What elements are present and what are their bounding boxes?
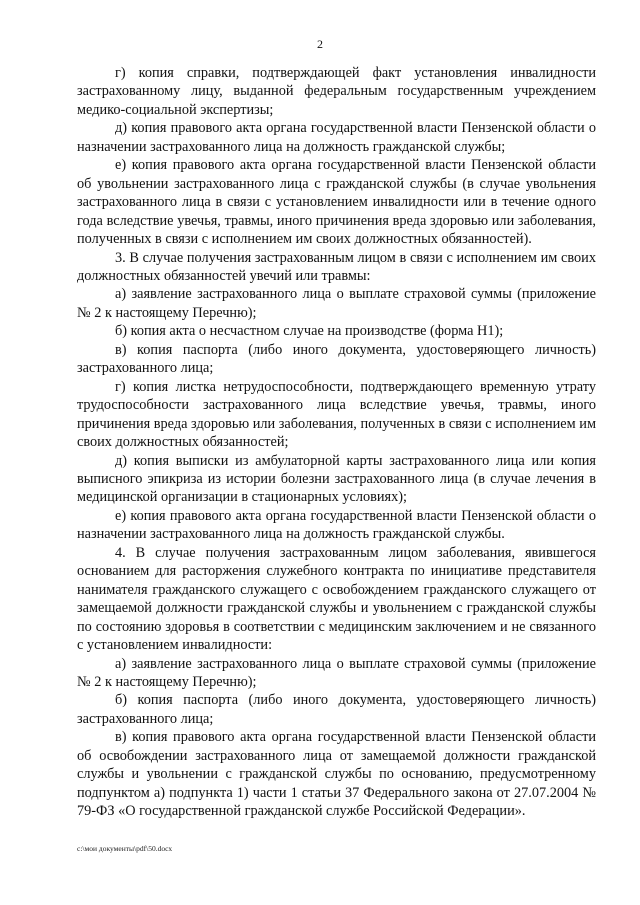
paragraph-d-appointment-act: д) копия правового акта органа государственной власти Пензенской области о назначении застрахованного лица на должность гражданской службы; bbox=[77, 120, 596, 155]
paragraph-section-4-heading: 4. В случае получения застрахованным лицом заболевания, явившегося основанием для расторжения служебного контракта по инициативе представителя нанимателя гражданского служащего с освобождением гражданского служащего от замещаемой должности гражданской службы и увольнением с гражданской службы по состоянию здоровья в соответствии с медицинским заключением и не связанного с установлением инвалидности: bbox=[77, 544, 596, 654]
paragraph-v-release-act: в) копия правового акта органа государственной власти Пензенской области об освобождении застрахованного лица от замещаемой должности гражданской службы и увольнении с гражданской службы по основанию, предусмотренному подпунктом а) подпункта 1) части 1 статьи 37 Федерального закона от 27.07.2004 № 79-ФЗ «О государственной гражданской службе Российской Федерации». bbox=[77, 729, 596, 820]
paragraph-v-passport-copy: в) копия паспорта (либо иного документа, удостоверяющего личность) застрахованного лица; bbox=[77, 341, 596, 377]
paragraph-a-application: а) заявление застрахованного лица о выплате страховой суммы (приложение № 2 к настоящему Перечню); bbox=[77, 286, 596, 321]
paragraph-d-medical-extract: д) копия выписки из амбулаторной карты застрахованного лица или копия выписного эпикриза из истории болезни застрахованного лица (в случае лечения в медицинской организации в стационарных условиях); bbox=[77, 452, 596, 506]
paragraph-b-accident-act: б) копия акта о несчастном случае на производстве (форма Н1); bbox=[115, 323, 504, 340]
paragraph-g-sick-leave: г) копия листка нетрудоспособности, подтверждающего временную утрату трудоспособности застрахованного лица вследствие увечья, травмы, иного причинения вреда здоровью или заболевания, полученных в связи с исполнением им своих должностных обязанностей; bbox=[77, 378, 596, 451]
paragraph-a-application-2: а) заявление застрахованного лица о выплате страховой суммы (приложение № 2 к настоящему Перечню); bbox=[77, 655, 596, 690]
paragraph-e-appointment-act: е) копия правового акта органа государственной власти Пензенской области о назначении застрахованного лица на должность гражданской службы. bbox=[77, 507, 596, 543]
document-body bbox=[77, 64, 596, 821]
paragraph-section-3-heading: 3. В случае получения застрахованным лицом в связи с исполнением им своих должностных обязанностей увечий или травмы: bbox=[77, 249, 596, 284]
page-number: 2 bbox=[317, 37, 323, 51]
paragraph-b-passport-copy: б) копия паспорта (либо иного документа, удостоверяющего личность) застрахованного лица; bbox=[77, 692, 596, 727]
footer-file-path: c:\мои документы\pdf\50.docx bbox=[77, 844, 173, 853]
paragraph-e-dismissal-act: е) копия правового акта органа государственной власти Пензенской области об увольнении застрахованного лица с гражданской службы (в случае увольнения застрахованного лица в связи с установлением инвалидности или в течение одного года вследствие увечья, травмы, иного причинения вреда здоровью или заболевания, полученных в связи с исполнением им своих должностных обязанностей). bbox=[77, 157, 596, 248]
paragraph-g-disability-certificate: г) копия справки, подтверждающей факт установления инвалидности застрахованному лицу, выданной федеральным государственным учреждением медико-социальной экспертизы; bbox=[77, 65, 596, 118]
